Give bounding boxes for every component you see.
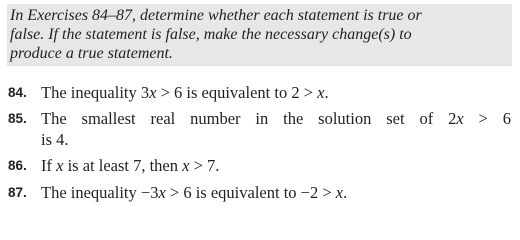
- exercise-number: 86.: [8, 158, 27, 173]
- exercise-number: 87.: [8, 185, 27, 200]
- instructions-line-2: false. If the statement is false, make the necessary change(s) to: [10, 26, 412, 43]
- instructions-line-1: In Exercises 84–87, determine whether each statement is true or: [10, 7, 422, 24]
- exercise-statement-continued: is 4.: [41, 130, 69, 149]
- exercise-statement: If x is at least 7, then x > 7.: [41, 156, 220, 175]
- instructions-line-3: produce a true statement.: [10, 45, 173, 62]
- exercise-statement: The inequality 3x > 6 is equivalent to 2 > x.: [41, 83, 329, 102]
- exercise-statement: The smallest real number in the solution set of 2x > 6: [41, 109, 511, 128]
- exercise-statement: The inequality −3x > 6 is equivalent to −2 > x.: [41, 183, 348, 202]
- exercise-number: 85.: [8, 111, 27, 126]
- exercise-number: 84.: [8, 85, 27, 100]
- instructions-box: [7, 4, 512, 66]
